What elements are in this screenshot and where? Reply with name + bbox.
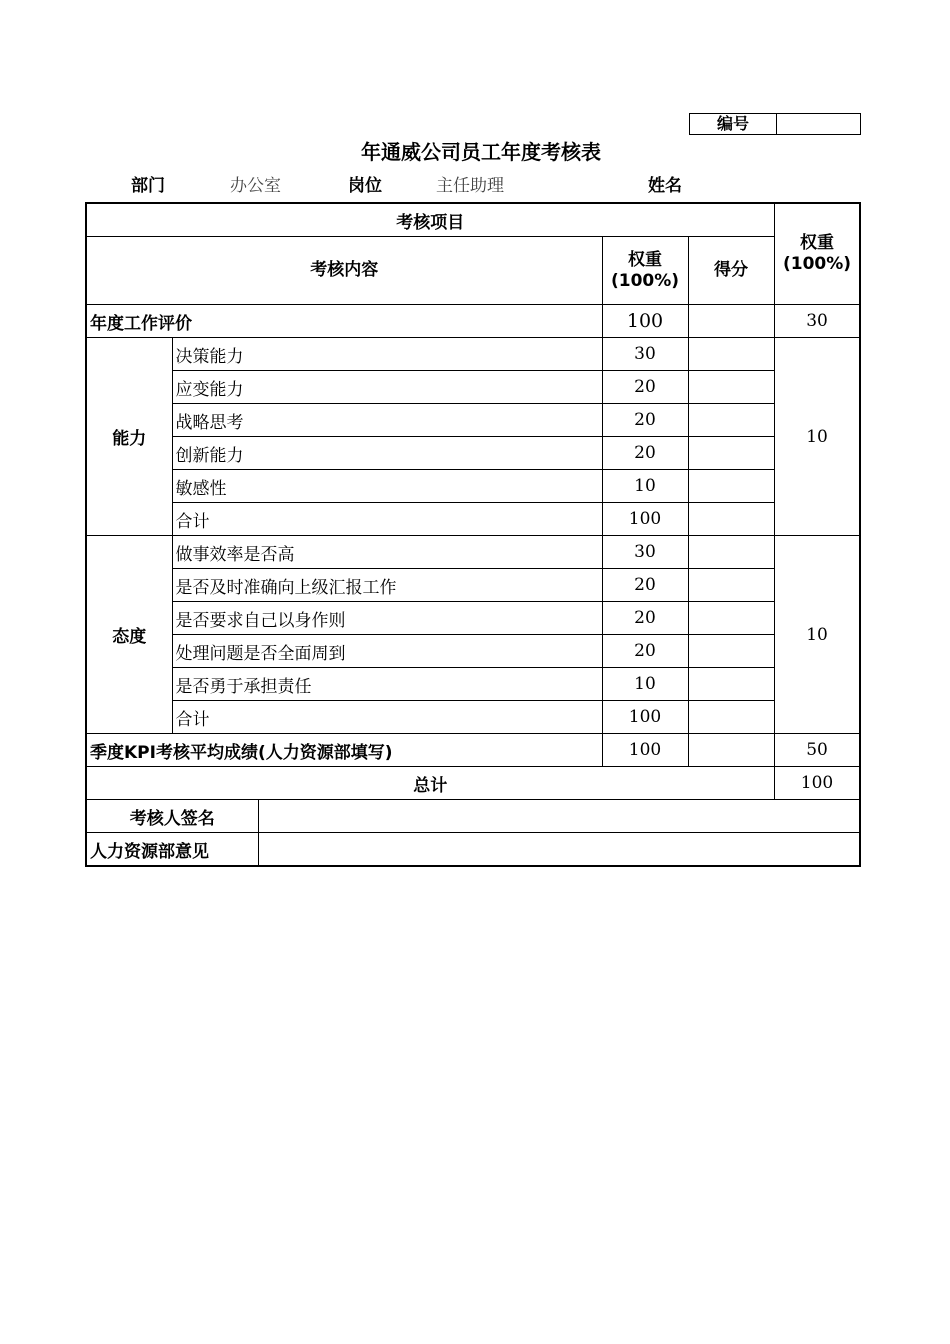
weight-header: 权重 (100%): [602, 237, 688, 305]
attitude-item: 处理问题是否全面周到: [172, 635, 602, 668]
attitude-item: 是否要求自己以身作则: [172, 602, 602, 635]
table-row: [86, 800, 860, 833]
attitude-item: 做事效率是否高: [172, 536, 602, 569]
code-label: 编号: [690, 114, 777, 134]
table-row: [86, 503, 860, 536]
attitude-label: 态度: [86, 536, 172, 734]
attitude-weight: 20: [602, 602, 688, 635]
table-row: [86, 734, 860, 767]
ability-weight: 20: [602, 371, 688, 404]
attitude-weight: 20: [602, 635, 688, 668]
table-row: [86, 536, 860, 569]
score-cell[interactable]: [688, 503, 774, 536]
dept-value: 办公室: [230, 176, 281, 196]
table-row: [86, 569, 860, 602]
attitude-item: 合计: [172, 701, 602, 734]
item-header: 考核项目: [86, 203, 774, 237]
ability-label: 能力: [86, 338, 172, 536]
code-box: [689, 113, 861, 135]
ability-weight: 20: [602, 404, 688, 437]
score-cell[interactable]: [688, 437, 774, 470]
score-cell[interactable]: [688, 371, 774, 404]
kpi-weight2: 50: [774, 734, 860, 767]
score-cell[interactable]: [688, 536, 774, 569]
attitude-weight: 30: [602, 536, 688, 569]
table-row: [86, 437, 860, 470]
ability-item: 合计: [172, 503, 602, 536]
table-row: [86, 767, 860, 800]
signer-field[interactable]: [258, 800, 860, 833]
score-cell[interactable]: [688, 404, 774, 437]
score-cell[interactable]: [688, 701, 774, 734]
name-label: 姓名: [648, 176, 682, 196]
table-row: [86, 470, 860, 503]
table-row: [86, 833, 860, 867]
score-cell[interactable]: [688, 734, 774, 767]
score-cell[interactable]: [688, 470, 774, 503]
score-cell[interactable]: [688, 635, 774, 668]
ability-weight: 10: [602, 470, 688, 503]
ability-weight2: 10: [774, 338, 860, 536]
assessment-table: [85, 202, 861, 867]
score-cell[interactable]: [688, 602, 774, 635]
attitude-weight: 100: [602, 701, 688, 734]
hr-opinion-label: 人力资源部意见: [86, 833, 258, 867]
table-row: [86, 701, 860, 734]
annual-weight2: 30: [774, 305, 860, 338]
weight2-header: 权重 (100%): [774, 203, 860, 305]
total-label: 总计: [86, 767, 774, 800]
kpi-label: 季度KPI考核平均成绩(人力资源部填写): [86, 734, 602, 767]
hr-opinion-field[interactable]: [258, 833, 860, 867]
kpi-weight: 100: [602, 734, 688, 767]
attitude-weight: 10: [602, 668, 688, 701]
post-value: 主任助理: [436, 176, 504, 196]
ability-item: 创新能力: [172, 437, 602, 470]
content-header: 考核内容: [86, 237, 602, 305]
ability-weight: 20: [602, 437, 688, 470]
total-weight2: 100: [774, 767, 860, 800]
score-cell[interactable]: [688, 338, 774, 371]
dept-label: 部门: [131, 176, 165, 196]
ability-weight: 100: [602, 503, 688, 536]
table-row: [86, 404, 860, 437]
table-row: [86, 371, 860, 404]
post-label: 岗位: [348, 176, 382, 196]
ability-item: 应变能力: [172, 371, 602, 404]
attitude-weight: 20: [602, 569, 688, 602]
signer-label: 考核人签名: [86, 800, 258, 833]
score-cell[interactable]: [688, 569, 774, 602]
ability-item: 战略思考: [172, 404, 602, 437]
table-row: [86, 338, 860, 371]
attitude-item: 是否及时准确向上级汇报工作: [172, 569, 602, 602]
ability-item: 决策能力: [172, 338, 602, 371]
score-header: 得分: [688, 237, 774, 305]
score-cell[interactable]: [688, 305, 774, 338]
code-input[interactable]: [777, 114, 860, 134]
ability-weight: 30: [602, 338, 688, 371]
annual-label: 年度工作评价: [86, 305, 602, 338]
page-title: 年通威公司员工年度考核表: [361, 140, 601, 164]
ability-item: 敏感性: [172, 470, 602, 503]
table-row: [86, 305, 860, 338]
annual-weight: 100: [602, 305, 688, 338]
table-row: [86, 602, 860, 635]
score-cell[interactable]: [688, 668, 774, 701]
attitude-weight2: 10: [774, 536, 860, 734]
table-row: [86, 668, 860, 701]
table-row: [86, 635, 860, 668]
attitude-item: 是否勇于承担责任: [172, 668, 602, 701]
